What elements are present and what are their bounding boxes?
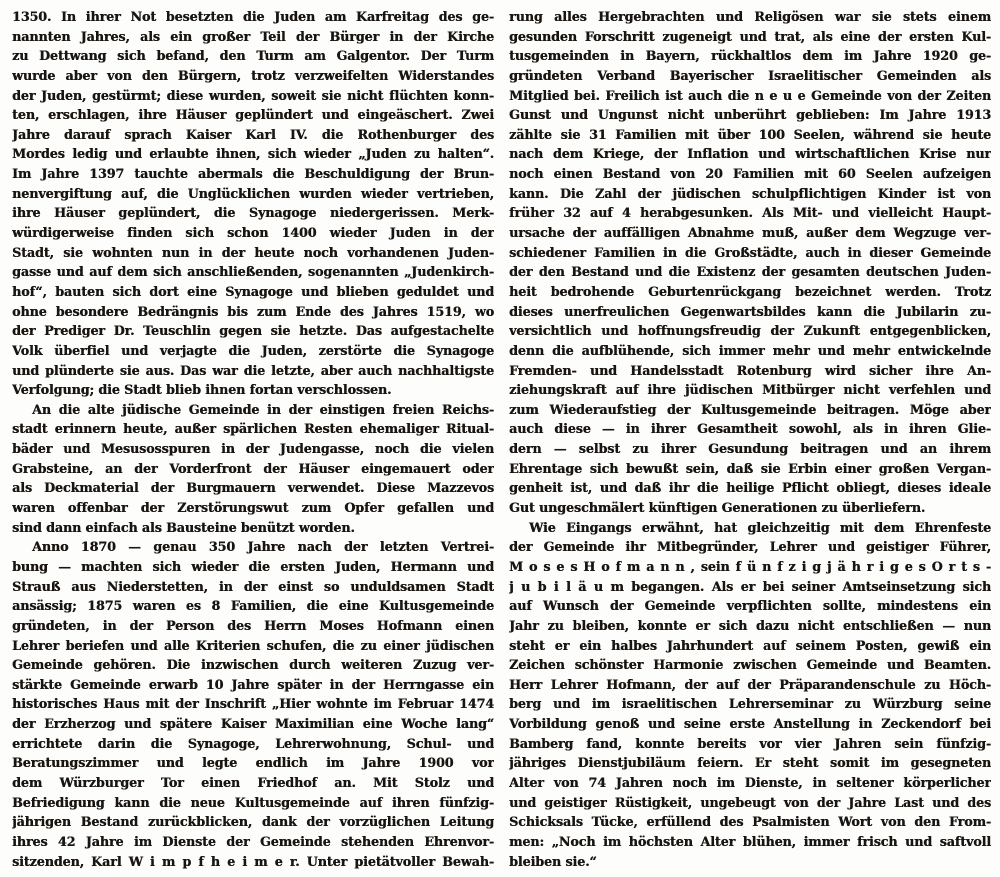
text-line: historisches Haus mit der Inschrift „Hier wohnte im Februar 1474: [12, 696, 494, 712]
text-line: und geistiger Rüstigkeit, ungebeugt von der Jahre Last und des: [509, 794, 991, 810]
text-line: Herr Lehrer Hofmann, der auf der Präparandenschule zu Höch-: [509, 676, 991, 692]
text-line: j u b i l ä u m begangen. Als er bei seiner Amtseinsetzung sich: [509, 578, 991, 594]
text-line: Verfolgung; die Stadt blieb ihnen fortan verschlossen.: [12, 382, 392, 398]
text-line: hof“, bauten sich dort eine Synagoge und blieben geduldet und: [12, 283, 494, 299]
text-line: der Prediger Dr. Teuschlin gegen sie hetzte. Das aufgestachelte: [12, 323, 494, 339]
text-line: ursache der auffälligen Abnahme muß, außer dem Wegzuge ver-: [509, 225, 991, 241]
text-line: tusgemeinden in Bayern, rückhaltlos dem im Jahre 1920 ge-: [509, 48, 991, 64]
text-line: Im Jahre 1397 tauchte abermals die Beschuldigung der Brun-: [12, 166, 494, 182]
text-line: Stadt, sie wohnten nun in der heute noch vorhandenen Juden-: [12, 244, 494, 260]
text-line: der Erzherzog und spätere Kaiser Maximilian eine Woche lang“: [12, 716, 494, 732]
text-line: nannten Jahres, als ein großer Teil der Bürger in der Kirche: [12, 28, 494, 44]
text-line: genheit ist, und daß ihr die heilige Pflicht obliegt, dieses ideale: [509, 480, 991, 496]
text-line: nach dem Kriege, der Inflation und wirtschaftlichen Krise nur: [509, 146, 991, 162]
text-line: men: „Noch im höchsten Alter blühen, immer frisch und saftvoll: [509, 833, 991, 849]
text-line: 1350. In ihrer Not besetzten die Juden am Karfreitag des ge-: [12, 9, 494, 24]
text-line: würdigerweise finden sich schon 1400 wieder Juden in der: [12, 225, 494, 241]
text-line: Schicksals Tücke, erfüllend des Psalmisten Wort von den From-: [509, 814, 991, 830]
text-line: früher 32 auf 4 herabgesunken. Als Mit- und vielleicht Haupt-: [509, 205, 991, 221]
column-left: [12, 7, 494, 877]
text-line: bung — machten sich wieder die ersten Juden, Hermann und: [12, 558, 494, 574]
text-line: nenvergiftung auf, die Unglücklichen wurden wieder vertrieben,: [12, 185, 494, 201]
text-line: ten, erschlagen, ihre Häuser geplündert und eingeäschert. Zwei: [12, 107, 494, 123]
text-line: bleiben sie.“: [509, 853, 597, 869]
text-line: Lehrer beriefen und alle Kriterien schufen, die zu einer jüdischen: [12, 637, 494, 653]
text-line: gründeten Verband Bayerischer Israelitischer Gemeinden als: [509, 67, 991, 83]
text-line: gasse und auf dem sich anschließenden, sogenannten „Judenkirch-: [12, 264, 494, 280]
text-line: dieses unerfreulichen Gegenwartsbildes kann die Jubilarin zu-: [509, 303, 991, 319]
text-line: Befriedigung kann die neue Kultusgemeinde auf ihren fünfzig-: [12, 794, 494, 810]
text-line: Wie Eingangs erwähnt, hat gleichzeitig mit dem Ehrenfeste: [529, 519, 991, 535]
text-line: Beratungszimmer und legte endlich im Jahre 1900 vor: [12, 755, 494, 771]
text-line: auch diese — in ihrer Gesamtheit sowohl, als in ihren Glie-: [509, 421, 991, 437]
text-line: Vorbildung genoß und seine erste Anstellung in Zeckendorf bei: [509, 716, 991, 732]
column-right: [509, 7, 991, 877]
text-line: Ehrentage sich bewußt sein, daß sie Erbin einer großen Vergan-: [509, 460, 991, 476]
text-line: zählte sie 31 Familien mit über 100 Seelen, während sie heute: [509, 126, 991, 142]
text-line: auf Wunsch der Gemeinde verpflichten sollte, mindestens ein: [509, 598, 991, 614]
text-line: rung alles Hergebrachten und Religösen war sie stets einem: [509, 9, 991, 24]
text-line: Gemeinde gehören. Die inzwischen durch weiteren Zuzug ver-: [12, 657, 494, 673]
text-line: Jahr zu bleiben, konnte er sich dazu nicht entschließen — nun: [509, 617, 991, 633]
text-line: stadt erinnern heute, außer spärlichen Resten ehemaliger Ritual-: [12, 421, 494, 437]
text-line: kann. Die Zahl der jüdischen schulpflichtigen Kinder ist von: [509, 185, 991, 201]
text-line: gründeten, in der Person des Herrn Moses Hofmann einen: [12, 617, 494, 633]
text-line: bäder und Mesusosspuren in der Judengasse, noch die vielen: [12, 441, 494, 457]
text-line: Bamberg fand, konnte bereits vor vier Jahren sein fünfzig-: [509, 735, 991, 751]
text-line: zum Wiederaufstieg der Kultusgemeinde beitragen. Möge aber: [509, 401, 991, 417]
text-line: wurde aber von den Bürgern, trotz verzweifelten Widerstandes: [12, 67, 494, 83]
text-line: Gut ungeschmälert künftigen Generationen zu überliefern.: [509, 500, 926, 516]
text-line: jährigen Bestand zurückblicken, dank der vorzüglichen Leitung: [12, 814, 494, 830]
text-line: denn die aufblühende, sich immer mehr und mehr entwickelnde: [509, 342, 991, 358]
text-line: dem Würzburger Tor einen Friedhof an. Mit Stolz und: [12, 774, 494, 790]
text-line: als Deckmaterial der Burgmauern verwendet. Diese Mazzevos: [12, 480, 494, 496]
text-line: der Juden, gestürmt; diese wurden, soweit sie nicht flüchten konn-: [12, 87, 494, 103]
text-line: waren offenbar der Zerstörungswut zum Opfer gefallen und: [12, 500, 494, 516]
text-line: ansässig; 1875 waren es 8 Familien, die eine Kultusgemeinde: [12, 598, 494, 614]
text-line: Volk überfiel und verjagte die Juden, zerstörte die Synagoge: [12, 342, 494, 358]
text-line: sitzenden, Karl W i m p f h e i m e r. Unter pietätvoller Bewah-: [12, 853, 494, 869]
text-line: Grabsteine, an der Vorderfront der Häuser eingemauert oder: [12, 460, 494, 476]
text-line: zu Dettwang sich befand, den Turm am Galgentor. Der Turm: [12, 48, 494, 64]
text-line: ihre Häuser geplündert, die Synagoge niedergerissen. Merk-: [12, 205, 494, 221]
text-line: Fremden- und Handelsstadt Rotenburg wird sicher ihre An-: [509, 362, 991, 378]
text-line: ziehungskraft auf ihre jüdischen Mitbürger nicht verfehlen und: [509, 382, 991, 398]
text-line: heit bedrohende Geburtenrückgang bezeichnet werden. Trotz: [509, 283, 991, 299]
text-line: Mitglied bei. Freilich ist auch die n e u e Gemeinde von der Zeiten: [509, 87, 991, 103]
text-line: errichtete darin die Synagoge, Lehrerwohnung, Schul- und: [12, 735, 494, 751]
text-line: und plünderte sie aus. Das war die letzte, aber auch nachhaltigste: [12, 362, 494, 378]
text-line: berg und im israelitischen Lehrerseminar zu Würzburg seine: [509, 696, 991, 712]
text-line: dern — selbst zu ihrer Gesundung beitragen und an ihrem: [509, 441, 991, 457]
text-line: Gunst und Ungunst nicht unberührt geblieben: Im Jahre 1913: [509, 107, 991, 123]
text-line: An die alte jüdische Gemeinde in der einstigen freien Reichs-: [32, 401, 494, 417]
text-line: steht er ein halbes Jahrhundert auf seinem Posten, gewiß ein: [509, 637, 991, 653]
text-line: ihres 42 Jahre im Dienste der Gemeinde stehenden Ehrenvor-: [12, 833, 494, 849]
text-line: gesunden Forschritt zugeneigt und trat, als eine der ersten Kul-: [509, 28, 991, 44]
text-line: Strauß aus Niederstetten, in der einst so unduldsamen Stadt: [12, 578, 494, 594]
text-line: Zeichen schönster Harmonie zwischen Gemeinde und Beamten.: [509, 657, 991, 673]
text-line: versichtlich und hoffnungsfreudig der Zukunft entgegenblicken,: [509, 323, 991, 339]
text-line: schiedener Familien in die Großstädte, auch in dieser Gemeinde: [509, 244, 991, 260]
text-line: sind dann einfach als Bausteine benützt worden.: [12, 519, 355, 535]
text-line: jähriges Dienstjubiläum feiern. Er steht somit im gesegneten: [509, 755, 991, 771]
text-line: stärkte Gemeinde erwarb 10 Jahre später in der Herrngasse ein: [12, 676, 494, 692]
text-line: M o s e s H o f m a n n , sein f ü n f z i g j ä h r i g e s O r t s -: [509, 558, 991, 574]
text-line: ohne besondere Bedrängnis bis zum Ende des Jahres 1519, wo: [12, 303, 494, 319]
text-line: noch einen Bestand von 20 Familien mit 60 Seelen aufzeigen: [509, 166, 991, 182]
text-line: Mordes ledig und erlaubte ihnen, sich wieder „Juden zu halten“.: [12, 146, 494, 162]
text-line: der Gemeinde ihr Mitbegründer, Lehrer und geistiger Führer,: [509, 539, 991, 555]
text-line: der den Bestand und die Existenz der gesamten deutschen Juden-: [509, 264, 991, 280]
text-line: Alter von 74 Jahren noch im Dienste, in seltener körperlicher: [509, 774, 991, 790]
text-line: Jahre darauf sprach Kaiser Karl IV. die Rothenburger des: [12, 126, 494, 142]
text-line: Anno 1870 — genau 350 Jahre nach der letzten Vertrei-: [32, 539, 494, 555]
